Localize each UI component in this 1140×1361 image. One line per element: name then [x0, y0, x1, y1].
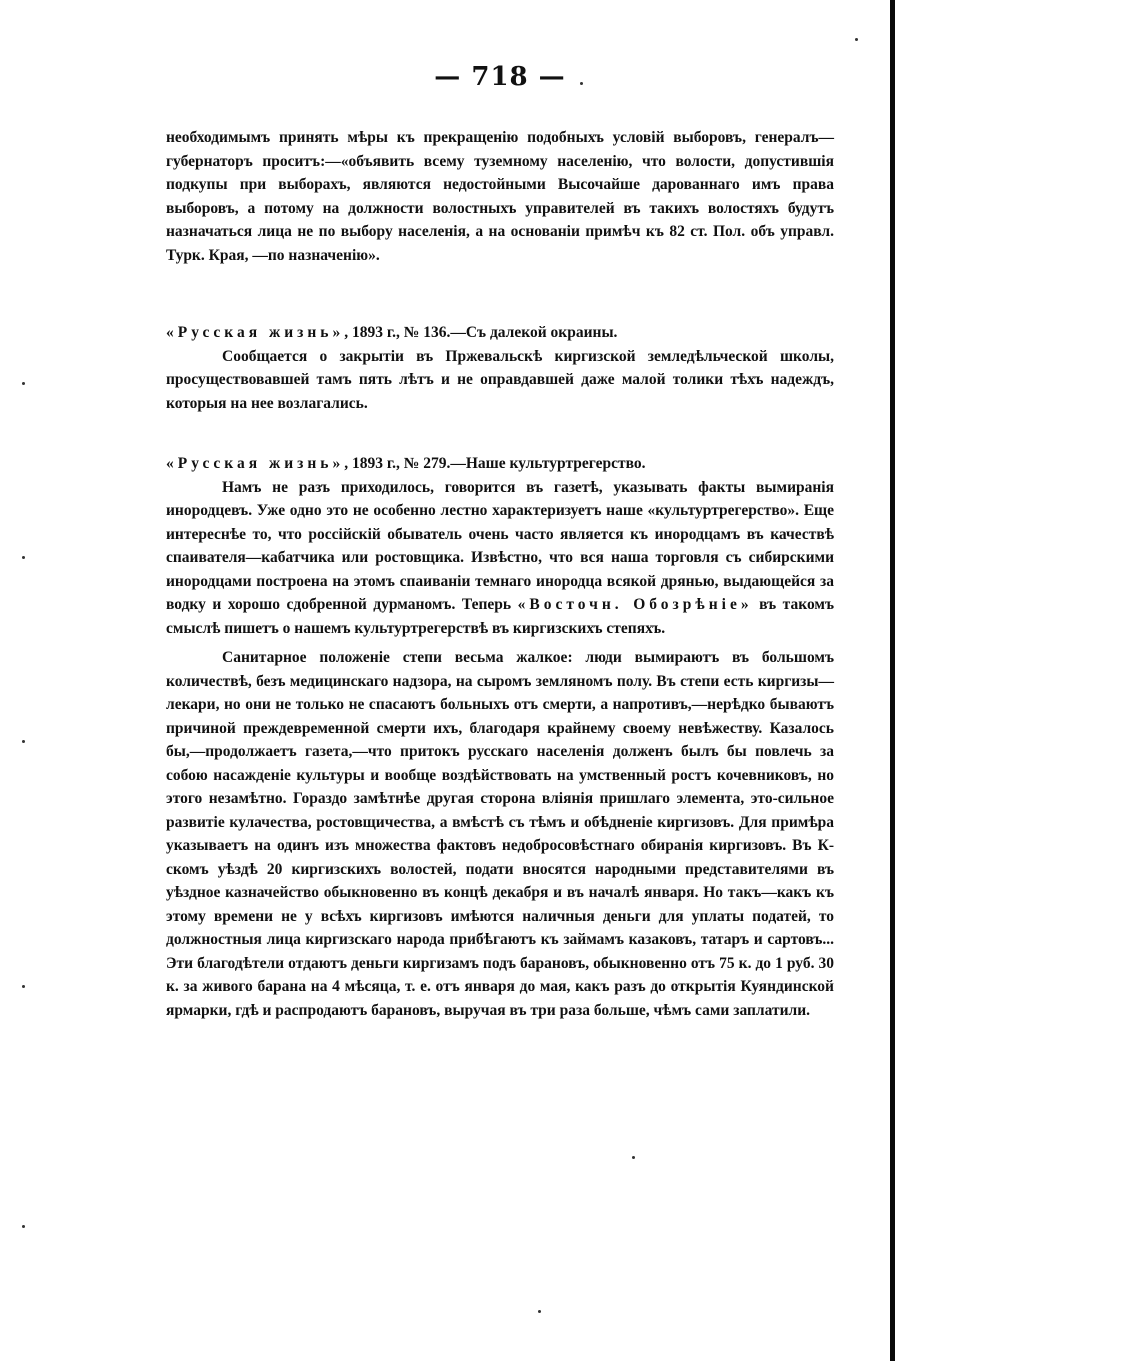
news-item-heading	[166, 452, 834, 476]
scan-speck	[855, 38, 858, 41]
continued-paragraph	[166, 126, 834, 267]
news-item-136	[166, 321, 834, 415]
source-name: «Русская жизнь»	[166, 324, 345, 341]
source-name: «Русская жизнь»	[166, 455, 345, 472]
news-item-body: Сообщается о закрытіи въ Пржевальскѣ киргизской земледѣльческой школы, просуществовавшей тамъ пять лѣтъ и не оправдавшей даже малой толики тѣхъ надеждъ, которыя на нее возлагались.	[166, 347, 834, 412]
news-item-279	[166, 452, 834, 1022]
scan-speck	[632, 1156, 635, 1159]
quoted-source: «Восточн. Обозрѣніе»	[517, 596, 753, 613]
body-end: въ такомъ смыслѣ пишетъ о нашемъ культуртрегерствѣ въ киргизскихъ степяхъ.	[166, 596, 835, 637]
scan-speck	[580, 82, 583, 85]
scan-speck	[22, 985, 25, 988]
body-start: Намъ не разъ приходилось, говорится въ газетѣ, указывать факты вымиранія инородцевъ. Уже одно это не особенно лестно характеризуетъ наше «культуртрегерство». Еще интереснѣе то, что россійскій обыватель очень часто является къ инородцамъ въ качествѣ спаивателя—кабатчика или ростовщика. Извѣстно, что вся наша торговля съ сибирскими инородцами построена на этомъ спаиваніи темнаго инородца всякой дрянью, выдающейся за водку и хорошо сдобренной дурманомъ. Теперь	[166, 478, 834, 613]
page-number: — 718 —	[434, 62, 566, 92]
news-item-body-2: Санитарное положеніе степи весьма жалкое: люди вымираютъ въ большомъ количествѣ, безъ медицинскаго надзора, на сыромъ земляномъ полу. Въ степи есть киргизы—лекари, но они не только не спасаютъ больныхъ отъ смерти, а напротивъ,—нерѣдко бываютъ причиной преждевременной смерти ихъ, благодаря крайнему своему невѣжеству. Казалось бы,—продолжаетъ газета,—что притокъ русскаго населенія долженъ былъ бы повлечь за собою насажденіе культуры и вообще воздѣйствовать на умственный ростъ кочевниковъ, но этого незамѣтно. Гораздо замѣтнѣе другая сторона вліянія пришлаго элемента, это-сильное развитіе кулачества, ростовщичества, а вмѣстѣ съ тѣмъ и обѣдненіе киргизовъ. Для примѣра указываетъ на одинъ изъ множества фактовъ недобросовѣстнаго обиранія киргизовъ. Въ К-скомъ уѣздѣ 20 киргизскихъ волостей, подати вносятся народными представителями въ уѣздное казначейство обыкновенно въ концѣ декабря и въ началѣ января. Но такъ—какъ къ этому времени не у всѣхъ киргизовъ имѣются наличныя деньги для уплаты податей, то должностныя лица киргизскаго народа прибѣгаютъ къ займамъ казаковъ, татаръ и сартовъ... Эти благодѣтели отдаютъ деньги киргизамъ подъ барановъ, обыкновенно отъ 75 к. до 1 руб. 30 к. за живого барана на 4 мѣсяца, т. е. отъ января до мая, какъ разъ до открытія Куяндинской ярмарки, гдѣ и распродаютъ барановъ, выручая въ три раза больше, чѣмъ сами заплатили.	[166, 649, 834, 1019]
scan-speck	[22, 1225, 25, 1228]
scan-speck	[22, 382, 25, 385]
source-details: , 1893 г., № 136.—Съ далекой окраины.	[344, 324, 618, 341]
scan-speck	[22, 740, 25, 743]
news-item-body-1	[166, 476, 834, 641]
source-details: , 1893 г., № 279.—Наше культуртрегерство.	[344, 455, 646, 472]
scan-speck	[538, 1310, 541, 1313]
news-item-heading	[166, 321, 834, 345]
scan-speck	[22, 556, 25, 559]
paragraph-text: необходимымъ принять мѣры къ прекращенію подобныхъ условій выборовъ, генералъ—губернаторъ проситъ:—«объявить всему туземному населенію, что волости, допустившія подкупы при выборахъ, являются недостойными Высочайше дарованнаго имъ права выборовъ, а потому на должности волостныхъ управителей въ такихъ волостяхъ будутъ назначаться лица не по выбору населенія, а на основаніи примѣч къ 82 ст. Пол. объ управл. Турк. Края, —по назначенію».	[166, 129, 834, 264]
page-edge-rule	[890, 0, 895, 1361]
